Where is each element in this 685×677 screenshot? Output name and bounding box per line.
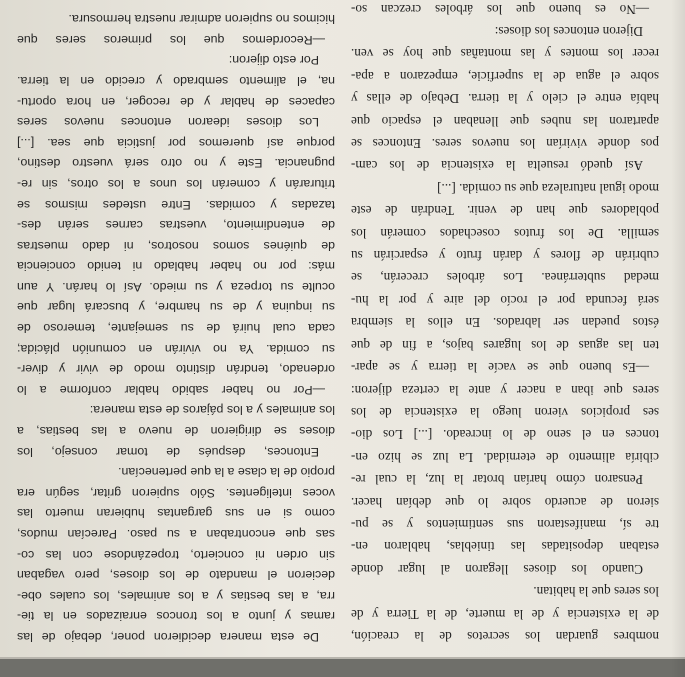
text-line: semilla. De los frutos cosechados comerán los [351,225,659,241]
text-line: na, el alimento sembrado y crecido en la tierra. [17,73,335,88]
text-line: cubrirán de flores y darán fruto y esparcirán su [351,248,659,264]
text-line: Pensaron cómo harían brotar la luz, la cual re- [351,472,643,488]
text-line: oculte su torpeza y su miedo. Así lo harán. Y aun [17,279,335,294]
text-line: Los dioses idearon entonces nuevos seres [17,115,319,130]
left-text-column [351,0,659,647]
text-line: su comida. Ya no vivirán en comunión plácida; [17,341,335,356]
page-edge-line [0,657,685,659]
text-line: rra, a las bestias y a los animales, los cuales obe- [17,588,335,603]
text-line: tonces en el seno de lo increado. [...] Los dio- [351,427,659,443]
text-line: había entre el cielo y la tierra. Debajo de ellas y [351,91,659,107]
text-line: De esta manera decidieron poner, debajo de las [17,630,319,644]
text-line: Por esto dijeron: [228,53,319,68]
text-line: tazadas y comidas. Entre ustedes mismos se [17,197,335,212]
page-bottom-shadow [0,659,685,677]
text-line: ordenado, tendrán distinto modo de vivir y diver- [17,362,335,377]
text-line: los animales y a los pájaros de esta manera: [89,403,335,418]
text-line: los seres que la habitan. [533,584,659,600]
text-line: cada cual huirá de su semejante, temeroso de [17,321,335,336]
text-line: ten las aguas de los lugares bajos, a fin de que [351,337,659,353]
text-line: Entonces, después de tomar consejo, los [17,444,319,459]
text-line: modo igual naturaleza que su comida. [...] [437,180,659,196]
text-line: Dijeron entonces los dioses: [494,24,643,40]
text-line: Así quedó resuelta la existencia de los cam- [351,158,643,174]
text-line: sin orden ni concierto, tropezándose con las co- [17,547,335,562]
page-edge-shadow [671,0,685,677]
text-line: sieron de acuerdo sobre lo que debían hacer. [351,494,659,510]
text-line: apartaron las nubes que llenaban el espacio que [351,113,659,129]
text-line: seres que iban a nacer y ante la certeza dijeron: [351,382,659,398]
text-line: —Por no haber sabido hablar conforme a lo [17,382,325,397]
text-line: porque así queremos por justicia que sea. [...] [17,135,335,150]
text-line: de quiénes somos nosotros, ni dado muestras [17,238,335,253]
text-line: sobre el agua de la superficie, empezaron a apa- [351,68,659,84]
text-line: recer los montes y las montañas que hoy se ven. [351,46,659,62]
text-line: capaces de hablar y de recoger, en hora oportu- [17,94,335,109]
text-line: —No es bueno que los árboles crezcan so- [351,1,649,17]
text-line: voces inteligentes. Sólo supieron gritar, según era [17,485,335,500]
text-line: como si en sus gargantas hubieran muerto las [17,506,335,521]
text-line: más: por no haber hablado ni tenido conciencia [17,259,335,274]
text-line: de la existencia y de la muerte, de la Tierra y de [351,606,659,622]
text-line: tre sí, manifestaron sus sentimientos y se pu- [351,516,659,532]
text-line: —Es bueno que se vacíe la tierra y se apar- [351,360,649,376]
text-line: sas que encontraban a su paso. Parecían mudos, [17,527,335,542]
text-line: Cuando los dioses llegaron al lugar donde [351,561,643,577]
text-line: ramas y junto a los troncos enraizados en la tie- [17,609,335,624]
text-line: ses propicios vieron luego la existencia de los [351,404,659,420]
text-line: estaban depositadas las tinieblas, hablaron en- [351,539,659,555]
text-line: medad subterránea. Los árboles crecerán, se [351,270,659,286]
text-line: pobladores que han de venir. Tendrán de este [351,203,659,219]
text-line: triturarán y comerán los unos a los otros, sin re- [17,176,335,191]
text-line: éstos puedan ser labrados. En ellos la siembra [351,315,659,331]
text-line: de entendimiento, vuestras carnes serán des- [17,218,335,233]
text-line: —Recordemos que los primeros seres que [17,32,325,47]
text-line: propio de la clase a la que pertenecían. [118,465,335,480]
text-line: decieron el mandato de los dioses, pero vagaban [17,568,335,583]
text-line: será fecunda por el rocío del aire y por la hu- [351,292,659,308]
text-line: pos donde vivirían los nuevos seres. Entonces se [351,136,659,152]
right-text-column [17,9,335,647]
text-line: pugnancia. Este y no otro será vuestro destino, [17,156,335,171]
text-line: dioses se dirigieron de nuevo a las bestias, a [17,424,335,439]
text-line: su inquina y de su hambre, y buscará lugar que [17,300,335,315]
text-line: cibiría alimento de eternidad. La luz se hizo en- [351,449,659,465]
text-line: nombres guardan los secretos de la creación, [351,629,659,644]
text-line: hicimos no supieron admirar nuestra hermosura. [68,12,335,27]
